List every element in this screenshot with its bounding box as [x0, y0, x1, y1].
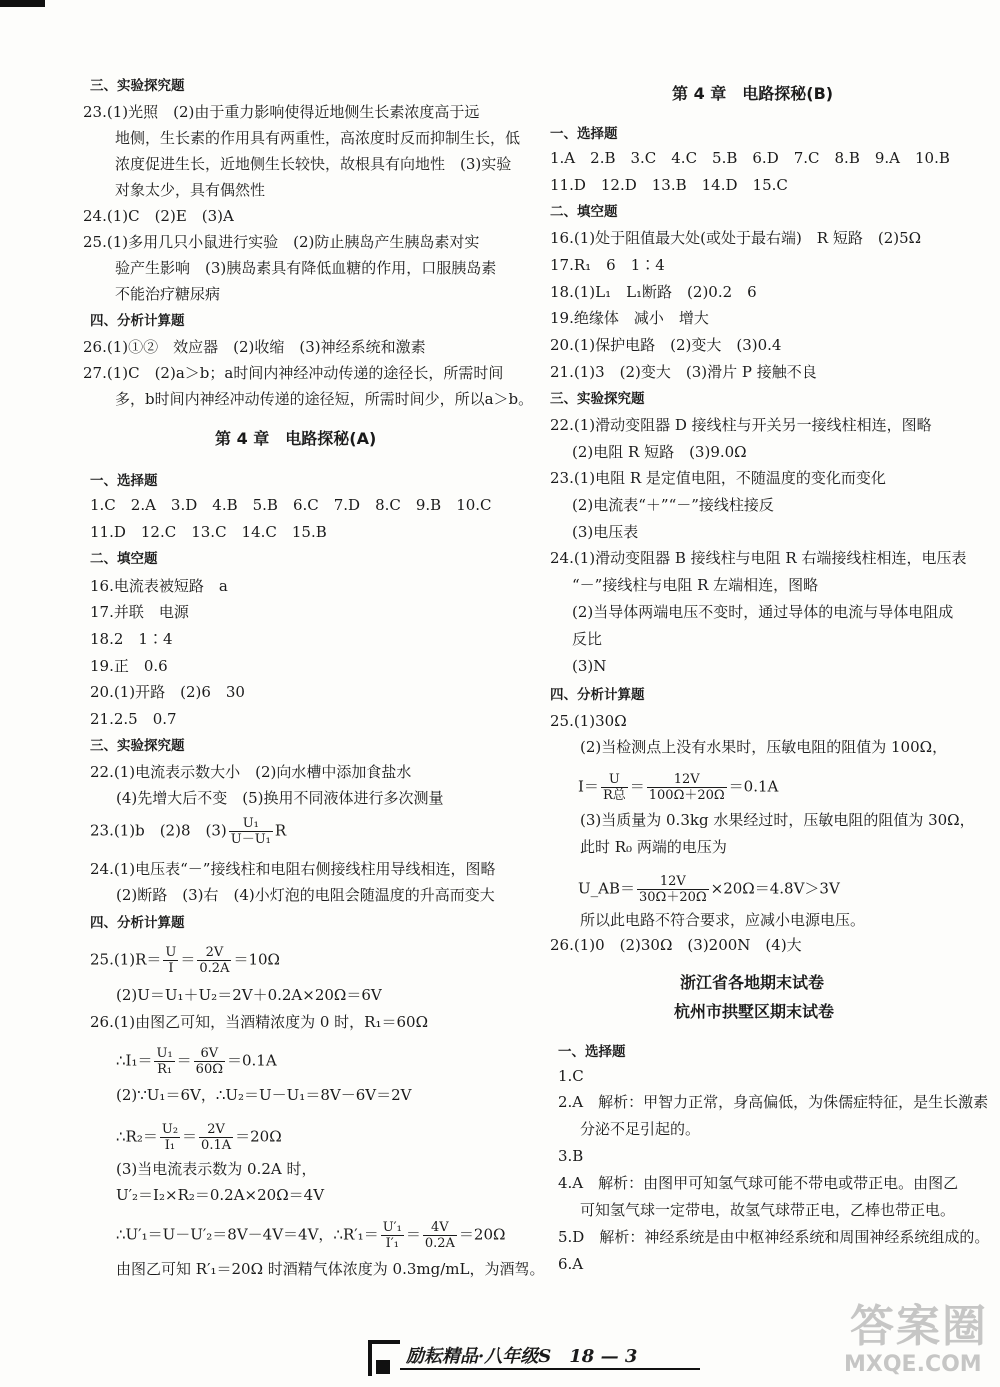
answer-line: (2)当导体两端电压不变时，通过导体的电流与导体电阻成 [572, 603, 954, 621]
answer-line: 16.(1)处于阻值最大处(或处于最右端) R 短路 (2)5Ω [550, 229, 922, 247]
answer-line: 1.C 2.A 3.D 4.B 5.B 6.C 7.D 8.C 9.B 10.C [90, 496, 492, 514]
answer-line: (2)U＝U₁＋U₂＝2V＋0.2A×20Ω＝6V [116, 986, 382, 1004]
chapter-title: 第 4 章 电路探秘(A) [215, 429, 377, 448]
footer-square-icon [376, 1360, 390, 1374]
footer-text: 励耘精品·八年级S 18 — 3 [406, 1346, 638, 1367]
answer-line: 24.(1)电压表“－”接线柱和电阻右侧接线柱用导线相连，图略 [90, 860, 496, 878]
answer-line-formula: ∴R₂＝ $\frac{\text{U₂}}{\text{I₁}}$ ＝ $\frac{2V}{0.1A}$ ＝20Ω [116, 1122, 282, 1153]
answer-line: (2)电阻 R 短路 (3)9.0Ω [572, 443, 747, 461]
section-heading: 三、实验探究题 [90, 738, 185, 754]
fraction: $\frac{\text{U₁}}{\text{U－U₁}}$ [230, 816, 271, 847]
answer-line: 27.(1)C (2)a＞b；a时间内神经冲动传递的途径长，所需时间 [83, 364, 504, 382]
answer-line-formula: 23.(1)b (2)8 (3) $\frac{\text{U₁}}{\text{U－U₁}}$ R [90, 816, 287, 847]
answer-line: 11.D 12.C 13.C 14.C 15.B [90, 523, 327, 541]
answer-line: 23.(1)电阻 R 是定值电阻，不随温度的变化而变化 [550, 469, 886, 487]
answer-line: 16.电流表被短路 a [90, 577, 228, 595]
answer-line: 1.A 2.B 3.C 4.C 5.B 6.D 7.C 8.B 9.A 10.B [550, 149, 950, 167]
answer-line: (2)电流表“＋”“－”接线柱接反 [572, 496, 774, 514]
answer-line: 18.(1)L₁ L₁断路 (2)0.2 6 [550, 283, 757, 301]
answer-line: 可知氢气球一定带电，故氢气球带正电，乙棒也带正电。 [580, 1201, 956, 1219]
answer-line: 反比 [572, 630, 603, 648]
section-heading: 一、选择题 [90, 473, 158, 489]
page-footer [368, 1340, 708, 1374]
answer-line: 25.(1)30Ω [550, 712, 627, 730]
exam-subtitle: 杭州市拱墅区期末试卷 [674, 1002, 835, 1021]
answer-line: 不能治疗糖尿病 [115, 285, 221, 303]
answer-line: “－”接线柱与电阻 R 左端相连，图略 [572, 576, 819, 594]
section-heading: 一、选择题 [550, 126, 618, 142]
section-heading: 四、分析计算题 [90, 915, 185, 931]
answer-line: 此时 R₀ 两端的电压为 [580, 838, 727, 856]
answer-line-formula: ∴U′₁＝U－U′₂＝8V－4V＝4V，∴R′₁＝ $\frac{\text{U′₁}}{\text{I′₁}}$ ＝ $\frac{4V}{0.2A}$ ＝20Ω [116, 1220, 506, 1251]
answer-line: 浓度促进生长，近地侧生长较快，故根具有向地性 (3)实验 [115, 155, 512, 173]
answer-line: 18.2 1∶4 [90, 630, 173, 648]
footer-rule [400, 1368, 700, 1370]
answer-line: (4)先增大后不变 (5)换用不同液体进行多次测量 [116, 789, 444, 807]
answer-line: (3)当质量为 0.3kg 水果经过时，压敏电阻的阻值为 30Ω， [580, 811, 975, 829]
chapter-title: 第 4 章 电路探秘(B) [672, 84, 834, 103]
answer-line: 21.2.5 0.7 [90, 710, 177, 728]
answer-line: 26.(1)由图乙可知，当酒精浓度为 0 时，R₁＝60Ω [90, 1013, 429, 1031]
answer-line: 5.D 解析：神经系统是由中枢神经系统和周围神经系统组成的。 [558, 1228, 990, 1246]
answer-line: 地侧，生长素的作用具有两重性，高浓度时反而抑制生长，低 [115, 129, 521, 147]
section-heading: 二、填空题 [90, 551, 158, 567]
answer-line: (2)∵U₁＝6V，∴U₂＝U－U₁＝8V－6V＝2V [116, 1086, 412, 1104]
answer-line-formula: ∴I₁＝ $\frac{\text{U₁}}{\text{R₁}}$ ＝ $\frac{6V}{60\Omega}$ ＝0.1A [116, 1046, 277, 1077]
answer-line: 6.A [558, 1255, 584, 1273]
answer-line: 23.(1)光照 (2)由于重力影响使得近地侧生长素浓度高于远 [83, 103, 480, 121]
answer-line: 对象太少，具有偶然性 [115, 181, 266, 199]
section-heading: 四、分析计算题 [550, 687, 645, 703]
section-heading: 三、实验探究题 [90, 78, 185, 94]
answer-line: 22.(1)滑动变阻器 D 接线柱与开关另一接线柱相连，图略 [550, 416, 932, 434]
watermark-logo [840, 1290, 990, 1380]
answer-line: 20.(1)开路 (2)6 30 [90, 683, 245, 701]
answer-line: 19.正 0.6 [90, 657, 168, 675]
answer-line: 17.R₁ 6 1∶4 [550, 256, 665, 274]
answer-line: 3.B [558, 1147, 584, 1165]
answer-line: (3)电压表 [572, 523, 639, 541]
answer-line: 所以此电路不符合要求，应减小电源电压。 [580, 911, 866, 929]
section-heading: 二、填空题 [550, 204, 618, 220]
answer-line: 分泌不足引起的。 [580, 1120, 701, 1138]
answer-line-formula: I＝ $\frac{U}{\text{R总}}$ ＝ $\frac{12V}{100\Omega+20\Omega}$ ＝0.1A [578, 772, 779, 803]
answer-line-formula: 25.(1)R＝ $\frac{U}{I}$ ＝ $\frac{2V}{0.2A}$ ＝10Ω [90, 945, 280, 976]
answer-line: U′₂＝I₂×R₂＝0.2A×20Ω＝4V [116, 1186, 325, 1204]
answer-line: 2.A 解析：甲智力正常，身高偏低，为侏儒症特征，是生长激素 [558, 1093, 989, 1111]
answer-line: (3)N [572, 657, 607, 675]
answer-line: 21.(1)3 (2)变大 (3)滑片 P 接触不良 [550, 363, 817, 381]
answer-line: (2)断路 (3)右 (4)小灯泡的电阻会随温度的升高而变大 [116, 886, 495, 904]
exam-title: 浙江省各地期末试卷 [680, 973, 825, 992]
section-heading: 一、选择题 [558, 1044, 626, 1060]
answer-line: 11.D 12.D 13.B 14.D 15.C [550, 176, 788, 194]
answer-line: 验产生影响 (3)胰岛素具有降低血糖的作用，口服胰岛素 [115, 259, 497, 277]
answer-line: 19.绝缘体 减小 增大 [550, 309, 709, 327]
answer-line: 由图乙可知 R′₁＝20Ω 时酒精气体浓度为 0.3mg/mL，为酒驾。 [116, 1260, 545, 1278]
answer-line: 25.(1)多用几只小鼠进行实验 (2)防止胰岛产生胰岛素对实 [83, 233, 480, 251]
answer-line: 20.(1)保护电路 (2)变大 (3)0.4 [550, 336, 782, 354]
answer-line: (3)当电流表示数为 0.2A 时， [116, 1160, 317, 1178]
watermark-url: MXQE.COM [844, 1352, 982, 1377]
answer-line: (2)当检测点上没有水果时，压敏电阻的阻值为 100Ω， [580, 738, 948, 756]
section-heading: 四、分析计算题 [90, 313, 185, 329]
section-heading: 三、实验探究题 [550, 391, 645, 407]
corner-mark [0, 0, 45, 7]
answer-line: 4.A 解析：由图甲可知氢气球可能不带电或带正电。由图乙 [558, 1174, 959, 1192]
answer-line-formula: U_AB＝ $\frac{12V}{30\Omega+20\Omega}$ ×20Ω＝4.8V＞3V [578, 874, 840, 905]
answer-line: 22.(1)电流表示数大小 (2)向水槽中添加食盐水 [90, 763, 412, 781]
answer-line: 17.并联 电源 [90, 603, 189, 621]
answer-line: 24.(1)滑动变阻器 B 接线柱与电阻 R 右端接线柱相连，电压表 [550, 549, 967, 567]
watermark-text: 答案圈 [850, 1301, 988, 1352]
answer-line: 1.C [558, 1067, 584, 1085]
answer-line: 24.(1)C (2)E (3)A [83, 207, 234, 225]
answer-line: 26.(1)①② 效应器 (2)收缩 (3)神经系统和激素 [83, 338, 426, 356]
answer-line: 26.(1)0 (2)30Ω (3)200N (4)大 [550, 936, 802, 954]
answer-line: 多，b时间内神经冲动传递的途径短，所需时间少，所以a＞b。 [115, 390, 534, 408]
